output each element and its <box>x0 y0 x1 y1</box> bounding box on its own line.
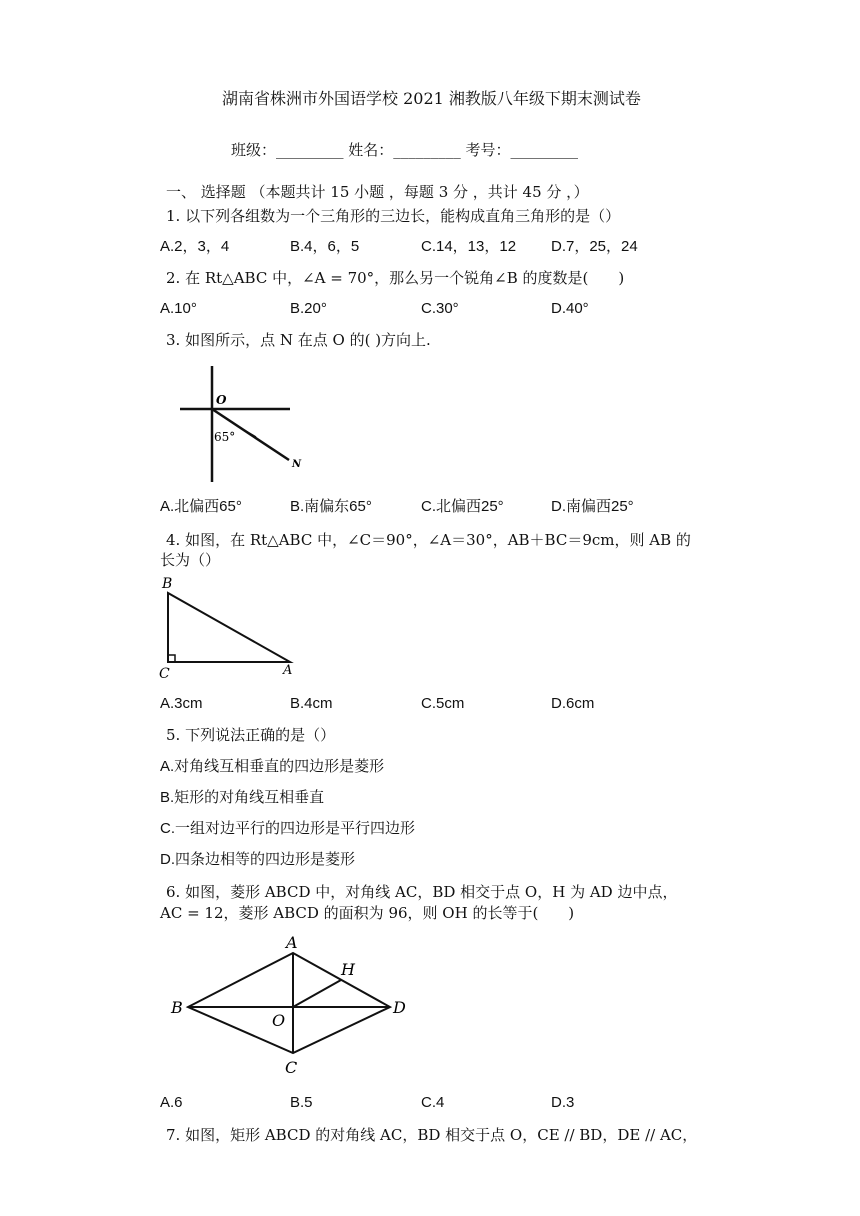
question-6-option-a: A.6 <box>160 1094 183 1111</box>
question-3-option-c: C.北偏西25° <box>421 498 504 515</box>
q3-label-angle: 65° <box>214 430 236 444</box>
question-3-option-a: A.北偏西65° <box>160 498 242 515</box>
section-heading: 一、 选择题 （本题共计 15 小题 ，每题 3 分 ，共计 45 分 ，） <box>166 183 589 201</box>
question-6-stem-line1: 6. 如图，菱形 ABCD 中，对角线 AC，BD 相交于点 O，H 为 AD 边中点， <box>166 883 678 901</box>
question-3-stem: 3. 如图所示，点 N 在点 O 的( )方向上. <box>166 331 431 349</box>
q6-label-d: D <box>393 998 406 1017</box>
q6-label-a: A <box>286 933 298 952</box>
question-1-stem: 1. 以下列各组数为一个三角形的三边长，能构成直角三角形的是（） <box>166 207 621 225</box>
question-4-option-d: D.6cm <box>551 695 595 712</box>
question-1-option-a: A.2，3，4 <box>160 238 230 255</box>
q6-label-o: O <box>272 1011 286 1030</box>
question-4-option-a: A.3cm <box>160 695 203 712</box>
question-2-option-c: C.30° <box>421 300 459 317</box>
q3-label-o: O <box>216 393 227 407</box>
question-4-stem-line1: 4. 如图，在 Rt△ABC 中，∠C＝90°，∠A＝30°，AB＋BC＝9cm，则 AB 的 <box>166 531 691 549</box>
question-7-stem: 7. 如图，矩形 ABCD 的对角线 AC，BD 相交于点 O，CE // BD，DE // AC， <box>166 1126 698 1144</box>
question-3-option-d: D.南偏西25° <box>551 498 634 515</box>
page-title: 湖南省株洲市外国语学校 2021 湘教版八年级下期末测试卷 <box>222 89 641 108</box>
question-6-option-b: B.5 <box>290 1094 313 1111</box>
question-5-option-b: B.矩形的对角线互相垂直 <box>160 789 325 806</box>
question-5-stem: 5. 下列说法正确的是（） <box>166 726 336 744</box>
question-1-option-c: C.14，13，12 <box>421 238 517 255</box>
q6-label-c: C <box>285 1058 298 1077</box>
question-6-option-c: C.4 <box>421 1094 445 1111</box>
question-2-option-b: B.20° <box>290 300 327 317</box>
question-6-option-d: D.3 <box>551 1094 575 1111</box>
question-2-option-d: D.40° <box>551 300 589 317</box>
student-info-line: 班级：_________ 姓名：_________ 考号：_________ <box>231 141 579 159</box>
q3-label-n: N <box>292 459 302 470</box>
q4-label-c: C <box>159 666 170 682</box>
question-5-option-d: D.四条边相等的四边形是菱形 <box>160 851 356 868</box>
q6-label-h: H <box>341 960 355 979</box>
question-4-stem-line2: 长为（） <box>160 551 221 569</box>
question-2-option-a: A.10° <box>160 300 197 317</box>
question-6-stem-line2: AC = 12，菱形 ABCD 的面积为 96，则 OH 的长等于( ) <box>160 904 575 922</box>
question-5-option-c: C.一组对边平行的四边形是平行四边形 <box>160 820 416 837</box>
q4-label-a: A <box>283 663 293 678</box>
question-5-option-a: A.对角线互相垂直的四边形是菱形 <box>160 758 385 775</box>
question-4-option-c: C.5cm <box>421 695 465 712</box>
q4-label-b: B <box>162 576 173 592</box>
question-1-option-d: D.7，25，24 <box>551 238 638 255</box>
question-2-stem: 2. 在 Rt△ABC 中，∠A = 70°，那么另一个锐角∠B 的度数是( ) <box>166 269 625 287</box>
question-1-option-b: B.4，6，5 <box>290 238 360 255</box>
q6-label-b: B <box>171 998 183 1017</box>
question-4-option-b: B.4cm <box>290 695 333 712</box>
question-3-option-b: B.南偏东65° <box>290 498 372 515</box>
